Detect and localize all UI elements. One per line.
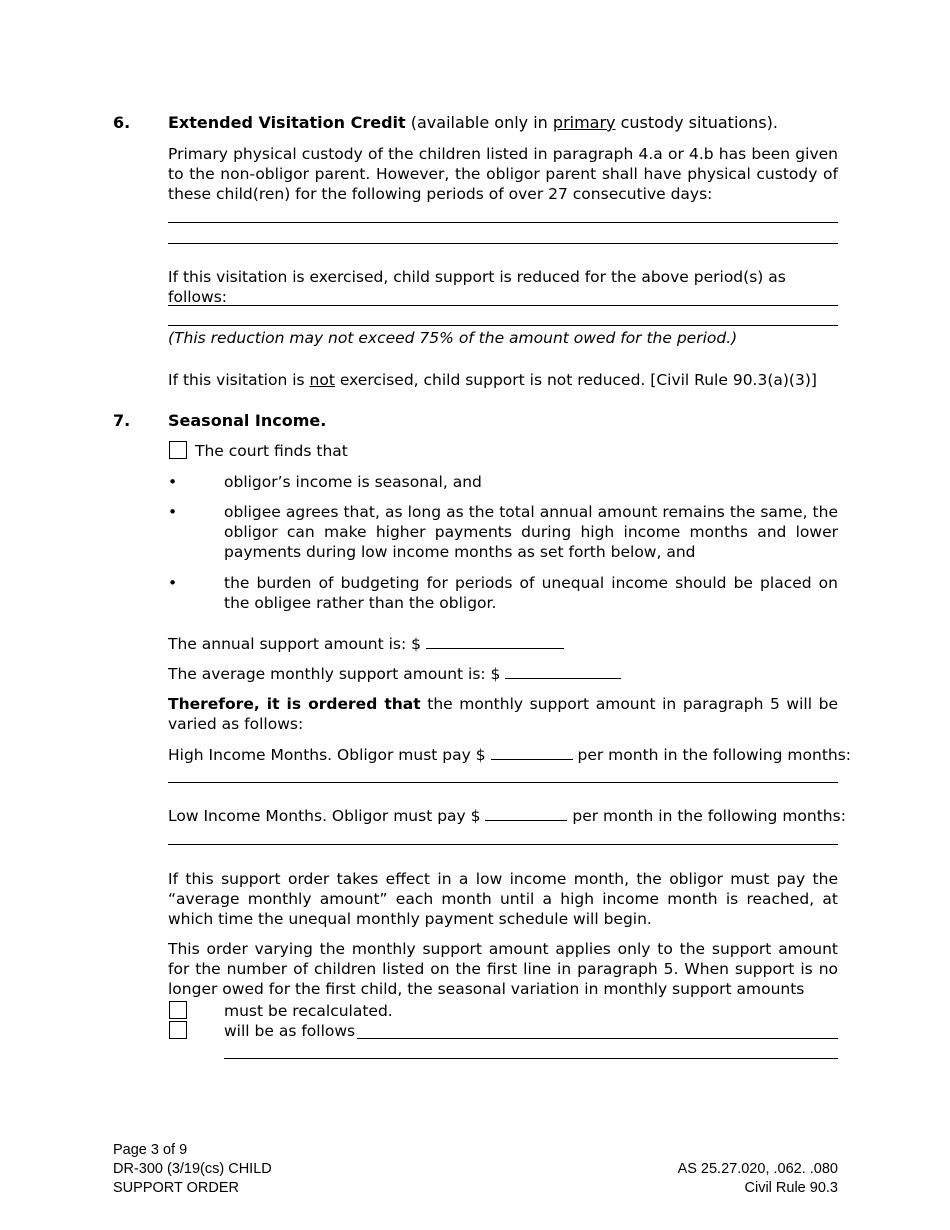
annual-amount-field[interactable] xyxy=(426,634,564,649)
rule-reference: Civil Rule 90.3 xyxy=(744,1180,838,1196)
low-income-post: per month in the following months: xyxy=(572,807,846,825)
court-finds-label: The court finds that xyxy=(195,442,348,460)
high-income-months-line[interactable] xyxy=(168,782,838,783)
low-income-row xyxy=(168,806,846,826)
monthly-amount-label: The average monthly support amount is: $ xyxy=(168,665,501,683)
annual-amount-label: The annual support amount is: $ xyxy=(168,635,422,653)
section-6-title-underlined: primary xyxy=(552,113,616,132)
as-follows-line-2[interactable] xyxy=(224,1058,838,1059)
high-income-row xyxy=(168,745,851,765)
footer-right xyxy=(678,1160,838,1198)
varying-paragraph: This order varying the monthly support amount applies only to the support amount for the number of children listed on the first line in paragraph 5. When support is no longer owed for the first child, the seasonal variation in monthly support amounts xyxy=(168,940,838,998)
section-6-heading xyxy=(168,113,778,133)
reduction-line-1[interactable] xyxy=(168,305,838,306)
visitation-periods-line-1[interactable] xyxy=(168,222,838,223)
low-income-months-line[interactable] xyxy=(168,844,838,845)
monthly-amount-row xyxy=(168,664,621,684)
ordered-rest: the monthly support amount in paragraph 5 will be varied as follows: xyxy=(168,695,838,733)
form-id-line-1: DR-300 (3/19(cs) CHILD xyxy=(113,1161,272,1177)
court-finds-checkbox[interactable] xyxy=(169,441,187,459)
as-follows-label: will be as follows xyxy=(224,1022,356,1040)
low-income-amount-field[interactable] xyxy=(485,806,567,821)
bullet-2-text: obligee agrees that, as long as the total annual amount remains the same, the obligor can make higher payments during high income months and lower payments during low income months as set forth below, and xyxy=(224,503,838,561)
high-income-amount-field[interactable] xyxy=(491,745,573,760)
not-exercised-text xyxy=(168,370,838,390)
as-follows-line-1[interactable] xyxy=(357,1038,838,1039)
visitation-periods-line-2[interactable] xyxy=(168,243,838,244)
bullet-1-text: obligor’s income is seasonal, and xyxy=(224,473,482,491)
low-month-paragraph: If this support order takes effect in a low income month, the obligor must pay the “average monthly amount” each month until a high income month is reached, at which time the unequal monthly payment schedule will begin. xyxy=(168,870,838,928)
section-7-number: 7. xyxy=(113,411,131,430)
page-number: Page 3 of 9 xyxy=(113,1142,188,1158)
bullet-3-mark: • xyxy=(168,574,178,592)
bullet-2-mark: • xyxy=(168,503,178,521)
section-6-title: Extended Visitation Credit xyxy=(168,113,406,132)
high-income-post: per month in the following months: xyxy=(577,746,852,764)
section-6-title-post: custody situations). xyxy=(615,113,778,132)
as-follows-checkbox[interactable] xyxy=(169,1021,187,1039)
recalculate-label: must be recalculated. xyxy=(224,1002,393,1020)
ordered-bold: Therefore, it is ordered that xyxy=(168,695,421,713)
reduction-text: If this visitation is exercised, child support is reduced for the above period(s) as follows: xyxy=(168,268,786,306)
not-exercised-pre: If this visitation is xyxy=(168,371,310,389)
statute-reference: AS 25.27.020, .062. .080 xyxy=(677,1161,838,1177)
annual-amount-row xyxy=(168,634,564,654)
recalculate-checkbox[interactable] xyxy=(169,1001,187,1019)
footer-left xyxy=(113,1141,272,1198)
section-6-title-pre: (available only in xyxy=(405,113,553,132)
high-income-label: High Income Months. Obligor must pay $ xyxy=(168,746,486,764)
bullet-3-text: the burden of budgeting for periods of unequal income should be placed on the obligee rather than the obligor. xyxy=(224,574,838,612)
ordered-paragraph xyxy=(168,694,838,734)
section-6-number: 6. xyxy=(113,113,131,132)
not-exercised-underlined: not xyxy=(309,371,335,389)
bullet-1-mark: • xyxy=(168,473,178,491)
low-income-label: Low Income Months. Obligor must pay $ xyxy=(168,807,481,825)
form-id-line-2: SUPPORT ORDER xyxy=(113,1180,239,1196)
section-6-paragraph: Primary physical custody of the children listed in paragraph 4.a or 4.b has been given to the non-obligor parent. However, the obligor parent shall have physical custody of these child(ren) for the following periods of over 27 consecutive days: xyxy=(168,145,838,203)
section-7-title: Seasonal Income. xyxy=(168,411,327,430)
monthly-amount-field[interactable] xyxy=(505,664,621,679)
reduction-note: (This reduction may not exceed 75% of the amount owed for the period.) xyxy=(168,329,738,347)
reduction-line-2[interactable] xyxy=(168,325,838,326)
not-exercised-post: exercised, child support is not reduced. [Civil Rule 90.3(a)(3)] xyxy=(334,371,817,389)
